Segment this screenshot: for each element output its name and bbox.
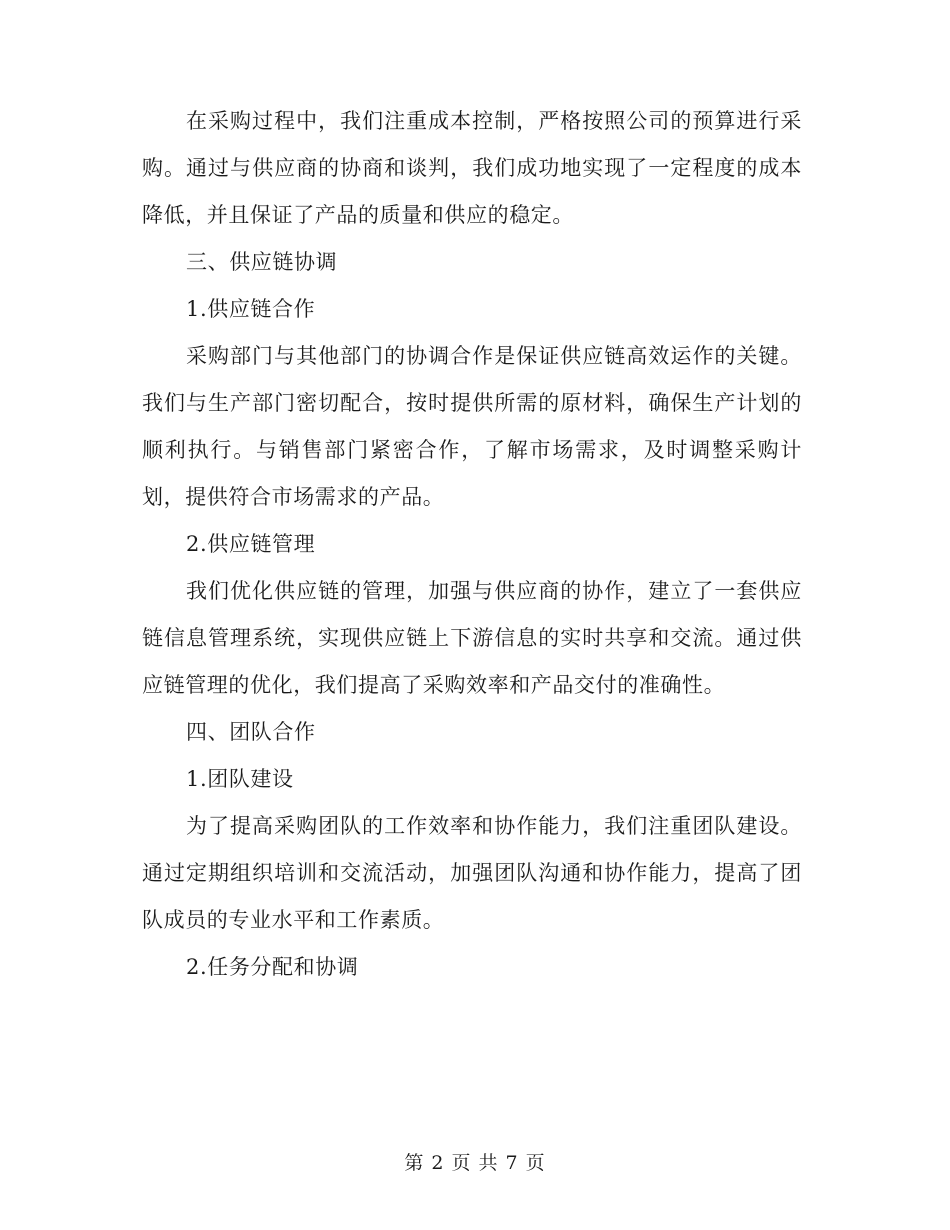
subheading-supply-chain-cooperation: 1.供应链合作	[186, 297, 316, 321]
section-heading-teamwork: 四、团队合作	[186, 720, 316, 744]
subheading-supply-chain-management: 2.供应链管理	[186, 532, 316, 556]
section-heading-supply-chain: 三、供应链协调	[186, 250, 338, 274]
paragraph-department-coordination: 采购部门与其他部门的协调合作是保证供应链高效运作的关键。我们与生产部门密切配合，按时提供所需的原材料，确保生产计划的顺利执行。与销售部门紧密合作，了解市场需求，及时调整采购计划，提供符合市场需求的产品。	[142, 344, 802, 509]
subheading-team-building: 1.团队建设	[186, 767, 294, 791]
subheading-task-allocation: 2.任务分配和协调	[186, 955, 359, 979]
document-body	[142, 98, 802, 991]
paragraph-cost-control: 在采购过程中，我们注重成本控制，严格按照公司的预算进行采购。通过与供应商的协商和谈判，我们成功地实现了一定程度的成本降低，并且保证了产品的质量和供应的稳定。	[142, 109, 802, 227]
page-number-footer: 第 2 页 共 7 页	[404, 1152, 546, 1174]
paragraph-team-building: 为了提高采购团队的工作效率和协作能力，我们注重团队建设。通过定期组织培训和交流活动，加强团队沟通和协作能力，提高了团队成员的专业水平和工作素质。	[142, 814, 802, 932]
paragraph-supply-chain-optimization: 我们优化供应链的管理，加强与供应商的协作，建立了一套供应链信息管理系统，实现供应链上下游信息的实时共享和交流。通过供应链管理的优化，我们提高了采购效率和产品交付的准确性。	[142, 579, 802, 697]
